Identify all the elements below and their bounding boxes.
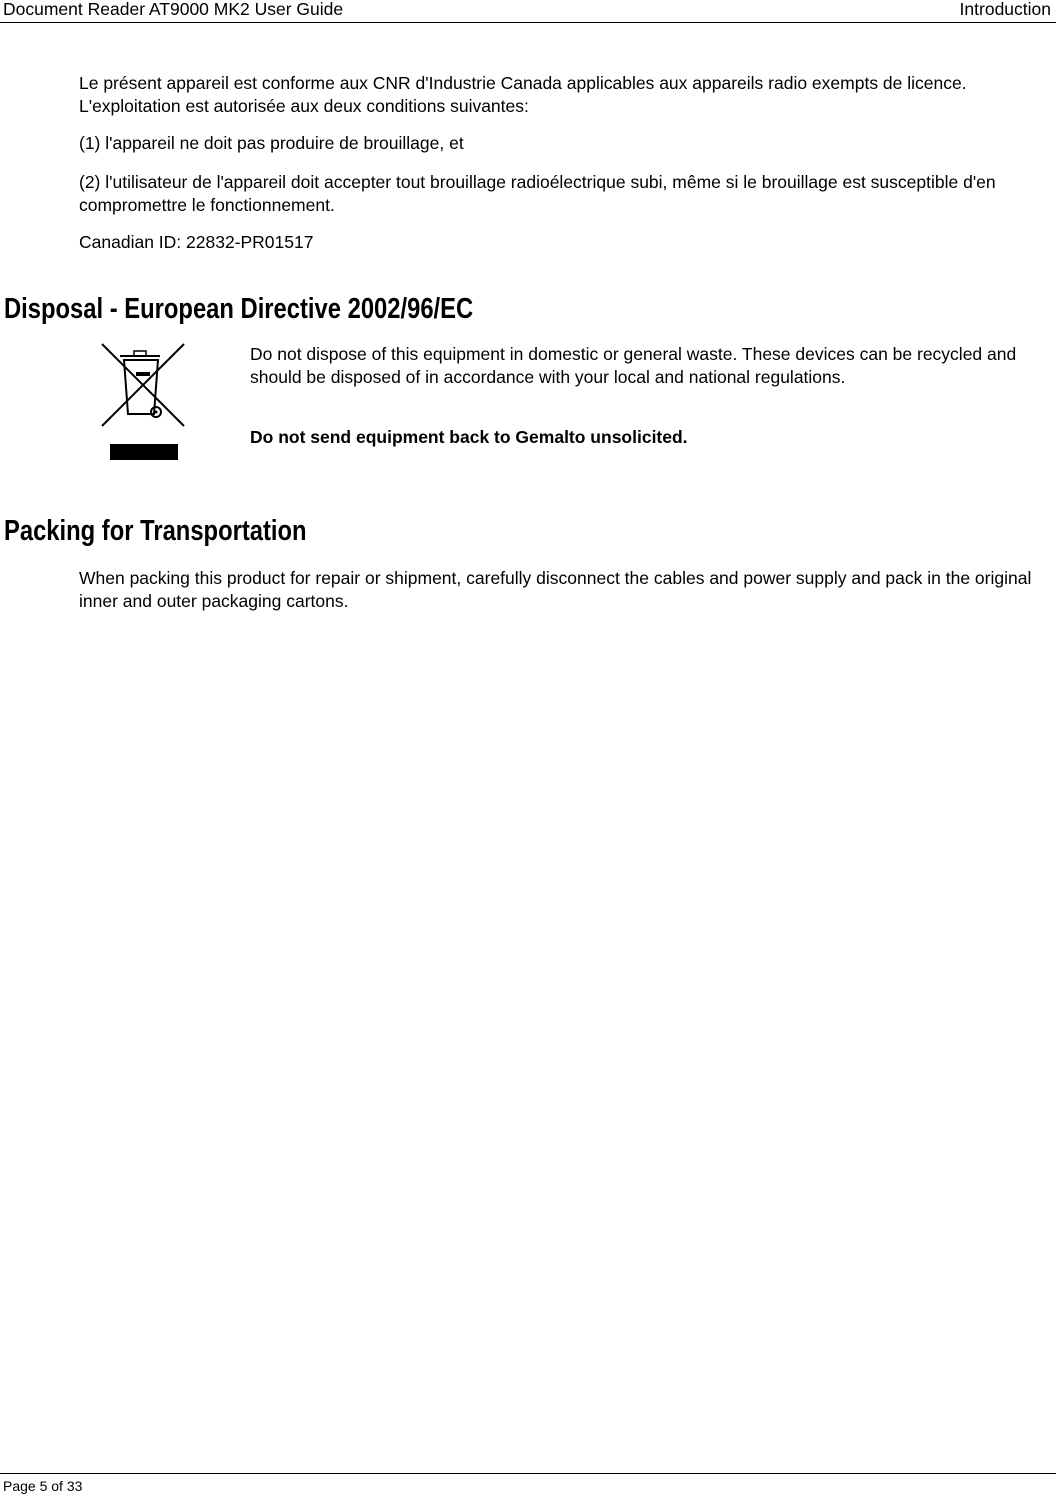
disposal-heading: Disposal - European Directive 2002/96/EC	[4, 293, 474, 325]
weee-crossed-bin-icon	[98, 340, 188, 462]
disposal-warning: Do not send equipment back to Gemalto unsolicited.	[250, 427, 688, 447]
section-title: Introduction	[959, 0, 1051, 19]
page-number: Page 5 of 33	[3, 1478, 83, 1494]
disposal-text: Do not dispose of this equipment in domestic or general waste. These devices can be recycled and should be disposed of in accordance with your local and national regulations.	[250, 344, 1017, 387]
document-title: Document Reader AT9000 MK2 User Guide	[3, 0, 344, 19]
packing-text: When packing this product for repair or shipment, carefully disconnect the cables and power supply and pack in the original inner and outer packaging cartons.	[79, 568, 1032, 611]
canada-notice-condition-2: (2) l'utilisateur de l'appareil doit accepter tout brouillage radioélectrique subi, même si le brouillage est susceptible d'en compromettre le fonctionnement.	[79, 172, 996, 215]
page-footer	[0, 1473, 1056, 1494]
canada-notice-condition-1: (1) l'appareil ne doit pas produire de brouillage, et	[79, 133, 464, 153]
page-header	[0, 0, 1056, 23]
packing-heading: Packing for Transportation	[4, 515, 307, 547]
canadian-id: Canadian ID: 22832-PR01517	[79, 232, 314, 252]
canada-notice-intro: Le présent appareil est conforme aux CNR d'Industrie Canada applicables aux appareils radio exempts de licence. L'exploitation est autorisée aux deux conditions suivantes:	[79, 73, 967, 116]
